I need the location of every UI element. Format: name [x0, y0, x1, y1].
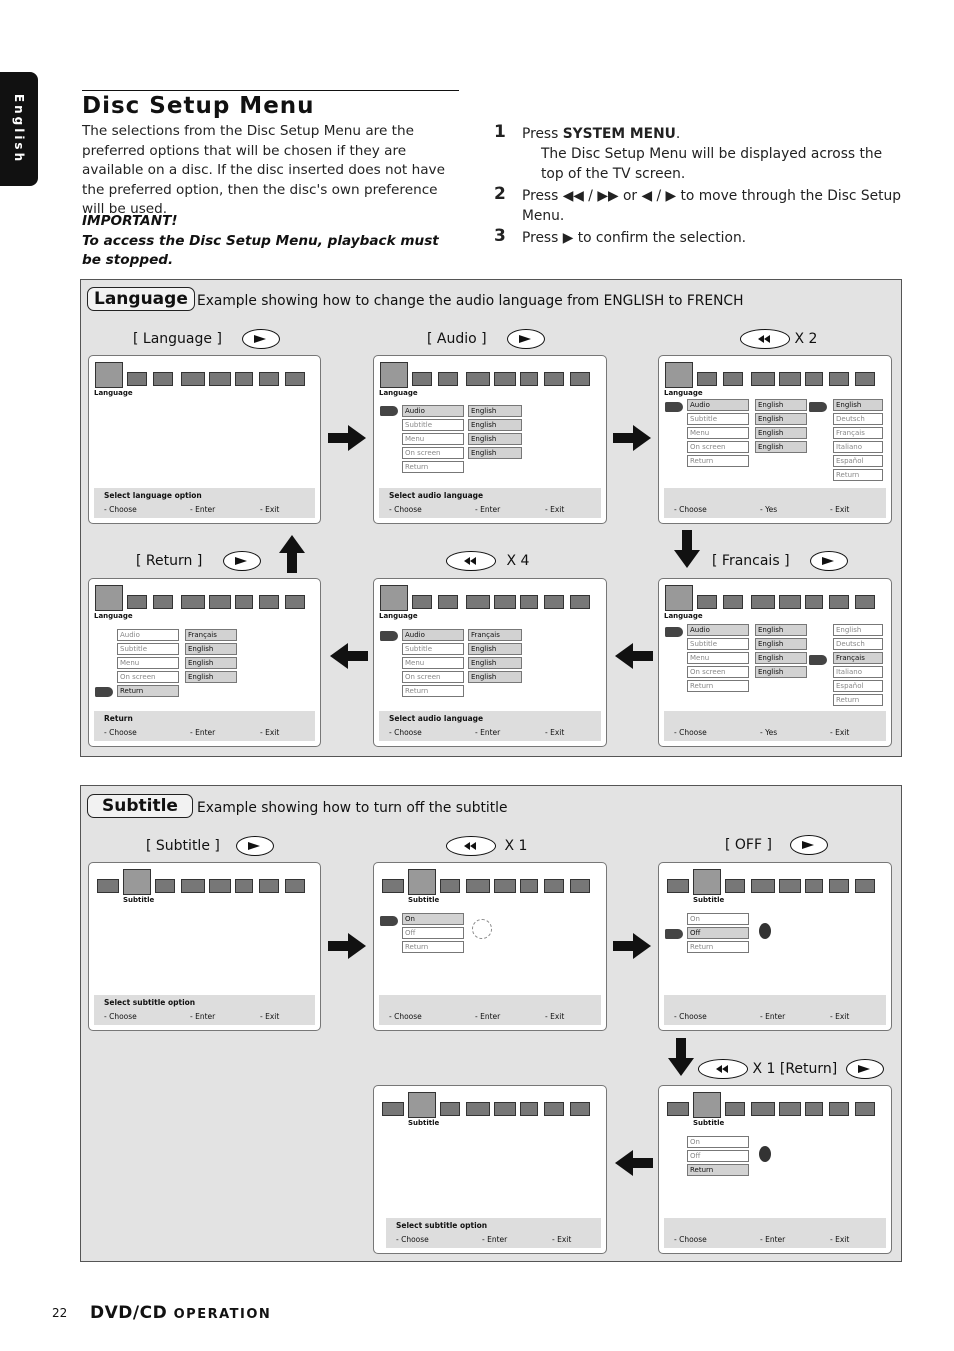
- label-language: [ Language ]: [133, 329, 280, 349]
- step-3: [494, 228, 904, 248]
- setup-menu-icon: [153, 372, 173, 386]
- osd-screen-subtitle-menu: Subtitle Select subtitle option - Choose - Enter - Exit: [88, 862, 321, 1031]
- subtitle-caption: Example showing how to turn off the subtitle: [197, 800, 508, 816]
- pointer-hand-icon: [380, 406, 398, 416]
- subtitle-menu-icon: [127, 372, 147, 386]
- play-icon: [507, 329, 545, 349]
- pointer-hand-icon: [665, 929, 683, 939]
- play-icon: [810, 551, 848, 571]
- pointer-hand-icon: [380, 916, 398, 926]
- pointer-hand-icon: [95, 687, 113, 697]
- label-subtitle: [ Subtitle ]: [146, 836, 274, 856]
- intro-paragraph: The selections from the Disc Setup Menu are the preferred options that will be chosen if they are available on a disc. If the disc inserted does not have the preferred option, then the disc's own preference will be used.: [82, 123, 445, 217]
- instruction-steps: [494, 124, 904, 250]
- side-tab-label: English: [12, 93, 26, 165]
- pointer-hand-icon: [809, 402, 827, 412]
- osd-screen-subtitle-on: Subtitle On Off Return - Choose - Enter - Exit: [373, 862, 607, 1031]
- bulb-off-icon: [759, 923, 771, 939]
- osd-screen-subtitle-result: Subtitle Select subtitle option - Choose - Enter - Exit: [373, 1085, 607, 1254]
- bulb-off-icon: [759, 1146, 771, 1162]
- rewind-icon: [740, 329, 790, 349]
- osd-screen-audio-francais: Language Audio Subtitle Menu On screen Return Français English English English Select audio language - Choose - Enter - Exit: [373, 578, 607, 747]
- play-icon: [223, 551, 261, 571]
- section-title: DVD/CD OPERATION: [90, 1303, 272, 1323]
- system-menu-key: SYSTEM MENU: [562, 126, 676, 142]
- label-francais: [ Francais ]: [712, 551, 848, 571]
- step-text-end: .: [675, 126, 681, 142]
- page-title: Disc Setup Menu: [82, 90, 459, 119]
- label-x1-return: X 1 [Return]: [698, 1059, 884, 1079]
- language-caption: Example showing how to change the audio language from ENGLISH to FRENCH: [197, 293, 744, 309]
- bulb-on-icon: [472, 919, 492, 939]
- menu-icon-row: [95, 362, 314, 392]
- osd-screen-language-list: Language Audio Subtitle Menu On screen Return English English English English English Deutsch Français Italiano Español Return - Choose - Yes - Exit: [658, 355, 892, 524]
- pointer-hand-icon: [809, 655, 827, 665]
- label-x1: X 1: [446, 836, 527, 856]
- step-number: 2: [494, 184, 506, 204]
- osd-screen-audio-select: Language Audio Subtitle Menu On screen Return English English English English Select audio language - Choose - Enter - Exit: [373, 355, 607, 524]
- play-icon: [242, 329, 280, 349]
- subtitle-heading: Subtitle: [87, 794, 193, 818]
- arrow-left-icon: [613, 643, 653, 669]
- arrow-right-icon: [613, 425, 653, 451]
- important-text: To access the Disc Setup Menu, playback must be stopped.: [82, 232, 439, 268]
- video-menu-icon: [181, 372, 205, 386]
- step-number: 3: [494, 226, 506, 246]
- language-menu-icon: [95, 362, 123, 388]
- osd-screen-subtitle-return: Subtitle On Off Return - Choose - Enter - Exit: [658, 1085, 892, 1254]
- parental-menu-icon: [235, 372, 253, 386]
- play-icon: [846, 1059, 884, 1079]
- label-x2: X 2: [740, 329, 817, 349]
- audio-menu-icon: [209, 372, 231, 386]
- step-2: [494, 186, 904, 226]
- pointer-hand-icon: [665, 402, 683, 412]
- rewind-icon: [446, 551, 496, 571]
- osd-menu-title: Language: [94, 389, 133, 397]
- play-icon: [790, 835, 828, 855]
- important-heading: IMPORTANT!: [82, 213, 178, 229]
- exit-menu-icon: [285, 372, 305, 386]
- arrow-left-icon: [613, 1150, 653, 1176]
- arrow-right-icon: [613, 933, 653, 959]
- page-number: 22: [52, 1306, 68, 1320]
- osd-screen-language-menu: [88, 355, 321, 524]
- label-return: [ Return ]: [136, 551, 261, 571]
- play-icon: [236, 836, 274, 856]
- label-x4: X 4: [446, 551, 529, 571]
- label-audio: [ Audio ]: [427, 329, 545, 349]
- arrow-left-icon: [328, 643, 368, 669]
- osd-screen-subtitle-off: Subtitle On Off Return - Choose - Enter - Exit: [658, 862, 892, 1031]
- step-1-sub: The Disc Setup Menu will be displayed across the top of the TV screen.: [541, 146, 883, 182]
- arrow-up-icon: [279, 533, 305, 573]
- language-side-tab: [0, 72, 38, 186]
- arrow-right-icon: [328, 933, 368, 959]
- pointer-hand-icon: [665, 627, 683, 637]
- rewind-icon: [698, 1059, 748, 1079]
- step-number: 1: [494, 122, 506, 142]
- osd-help-bar: Select language option - Choose - Enter - Exit: [94, 488, 315, 518]
- rewind-icon: [446, 836, 496, 856]
- arrow-down-icon: [674, 530, 700, 570]
- osd-screen-return: Language Audio Subtitle Menu On screen Return Français English English English Return - Choose - Enter - Exit: [88, 578, 321, 747]
- display-menu-icon: [259, 372, 279, 386]
- step-text: Press ▶ to confirm the selection.: [522, 230, 747, 246]
- arrow-right-icon: [328, 425, 368, 451]
- important-note: [82, 212, 462, 271]
- language-heading: Language: [87, 287, 195, 311]
- osd-screen-francais-list: Language Audio Subtitle Menu On screen Return English English English English English Deutsch Français Italiano Español Return - Choose - Yes - Exit: [658, 578, 892, 747]
- pointer-hand-icon: [380, 631, 398, 641]
- step-text: Press ◀◀ / ▶▶ or ◀ / ▶ to move through the Disc Setup Menu.: [522, 188, 902, 224]
- arrow-down-icon: [668, 1038, 694, 1078]
- label-off: [ OFF ]: [725, 835, 828, 855]
- step-text: Press: [522, 126, 563, 142]
- step-1: [494, 124, 904, 184]
